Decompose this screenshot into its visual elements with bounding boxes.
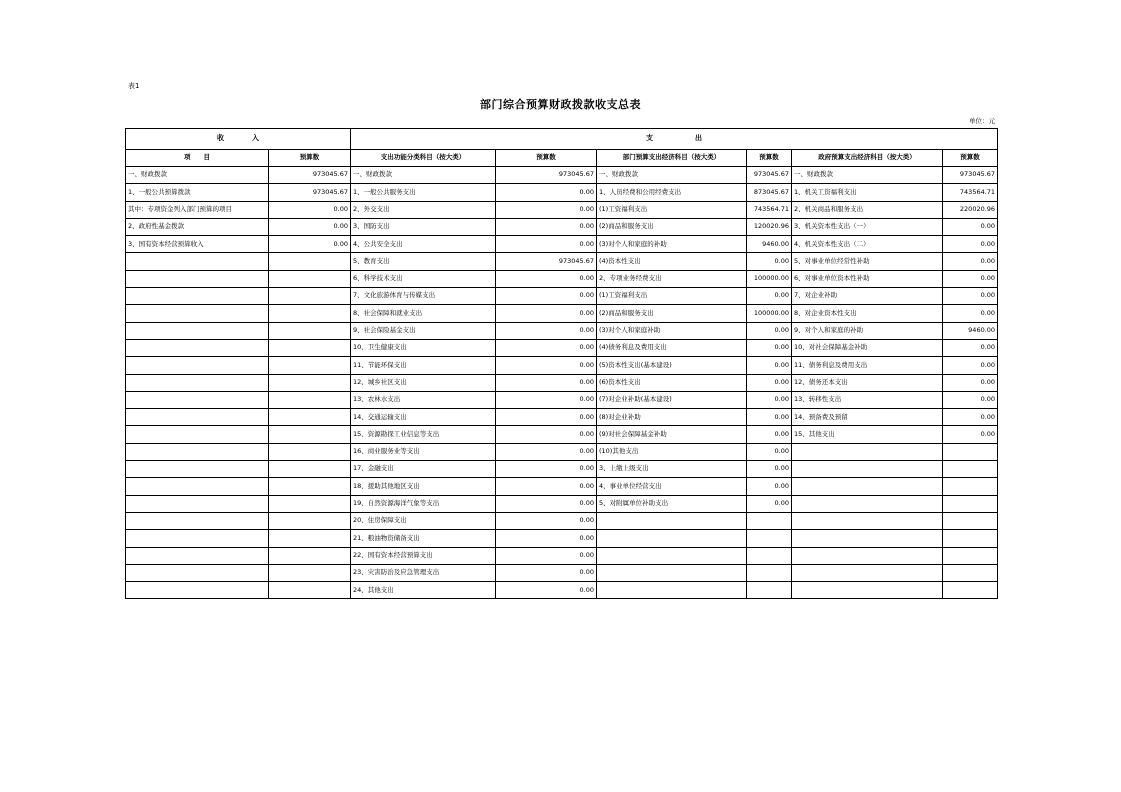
dept-econ-budget-cell: 743564.71 — [747, 201, 792, 218]
func-budget-cell: 0.00 — [496, 409, 597, 426]
income-budget-cell — [269, 270, 351, 287]
dept-econ-item-cell — [597, 564, 747, 581]
func-item-cell: 12、城乡社区支出 — [351, 374, 496, 391]
func-budget-cell: 0.00 — [496, 478, 597, 495]
func-budget-cell: 0.00 — [496, 426, 597, 443]
dept-econ-item-cell — [597, 582, 747, 599]
table-row — [126, 201, 998, 218]
table-row — [126, 582, 998, 599]
income-budget-cell — [269, 564, 351, 581]
gov-econ-budget-cell: 0.00 — [943, 288, 998, 305]
col-header-gov-econ: 政府预算支出经济科目（按大类） — [792, 150, 943, 167]
gov-econ-item-cell: 2、机关商品和服务支出 — [792, 201, 943, 218]
gov-econ-budget-cell: 0.00 — [943, 305, 998, 322]
gov-econ-item-cell: 10、对社会保障基金补助 — [792, 339, 943, 356]
func-item-cell: 22、国有资本经营预算支出 — [351, 547, 496, 564]
gov-econ-budget-cell — [943, 478, 998, 495]
gov-econ-item-cell — [792, 512, 943, 529]
gov-econ-budget-cell: 0.00 — [943, 253, 998, 270]
func-budget-cell: 973045.67 — [496, 253, 597, 270]
dept-econ-item-cell: (1)工资福利支出 — [597, 288, 747, 305]
table-row — [126, 288, 998, 305]
income-item-cell — [126, 443, 269, 460]
dept-econ-budget-cell: 0.00 — [747, 253, 792, 270]
gov-econ-budget-cell — [943, 564, 998, 581]
dept-econ-item-cell: 4、事业单位经营支出 — [597, 478, 747, 495]
func-budget-cell: 0.00 — [496, 391, 597, 408]
gov-econ-item-cell — [792, 564, 943, 581]
func-budget-cell: 0.00 — [496, 270, 597, 287]
gov-econ-budget-cell: 220020.96 — [943, 201, 998, 218]
gov-econ-item-cell: 11、债务利息及费用支出 — [792, 357, 943, 374]
dept-econ-item-cell — [597, 547, 747, 564]
income-budget-cell: 0.00 — [269, 218, 351, 235]
income-budget-cell — [269, 253, 351, 270]
income-item-cell: 1、一般公共预算拨款 — [126, 184, 269, 201]
header-row-group — [126, 129, 998, 150]
income-item-cell — [126, 391, 269, 408]
table-row — [126, 426, 998, 443]
table-row — [126, 167, 998, 184]
dept-econ-budget-cell — [747, 512, 792, 529]
func-item-cell: 10、卫生健康支出 — [351, 339, 496, 356]
func-budget-cell: 0.00 — [496, 339, 597, 356]
gov-econ-item-cell: 9、对个人和家庭的补助 — [792, 322, 943, 339]
income-item-cell — [126, 426, 269, 443]
func-budget-cell: 0.00 — [496, 512, 597, 529]
col-header-func: 支出功能分类科目（按大类） — [351, 150, 496, 167]
col-header-dept-econ: 部门预算支出经济科目（按大类） — [597, 150, 747, 167]
col-header-budget-2: 预算数 — [496, 150, 597, 167]
table-row — [126, 184, 998, 201]
func-budget-cell: 0.00 — [496, 305, 597, 322]
dept-econ-item-cell: 3、上缴上级支出 — [597, 461, 747, 478]
dept-econ-item-cell — [597, 530, 747, 547]
income-budget-cell — [269, 530, 351, 547]
func-item-cell: 7、文化旅游体育与传媒支出 — [351, 288, 496, 305]
gov-econ-item-cell: 13、转移性支出 — [792, 391, 943, 408]
dept-econ-item-cell: 一、财政拨款 — [597, 167, 747, 184]
dept-econ-budget-cell: 100000.00 — [747, 270, 792, 287]
gov-econ-item-cell — [792, 530, 943, 547]
gov-econ-budget-cell: 0.00 — [943, 218, 998, 235]
func-item-cell: 13、农林水支出 — [351, 391, 496, 408]
gov-econ-budget-cell — [943, 495, 998, 512]
income-budget-cell: 973045.67 — [269, 184, 351, 201]
gov-econ-item-cell — [792, 478, 943, 495]
income-budget-cell — [269, 409, 351, 426]
dept-econ-item-cell: (2)商品和服务支出 — [597, 305, 747, 322]
gov-econ-item-cell: 12、债务还本支出 — [792, 374, 943, 391]
income-budget-cell: 0.00 — [269, 201, 351, 218]
gov-econ-budget-cell: 0.00 — [943, 409, 998, 426]
func-budget-cell: 0.00 — [496, 547, 597, 564]
gov-econ-budget-cell — [943, 582, 998, 599]
income-item-cell — [126, 357, 269, 374]
income-item-cell — [126, 322, 269, 339]
func-budget-cell: 0.00 — [496, 374, 597, 391]
income-budget-cell — [269, 391, 351, 408]
expense-header: 支 出 — [351, 129, 998, 150]
income-item-cell: 其中：专项资金列入部门预算的项目 — [126, 201, 269, 218]
table-row — [126, 339, 998, 356]
income-budget-cell — [269, 512, 351, 529]
dept-econ-budget-cell — [747, 530, 792, 547]
gov-econ-item-cell: 14、预备费及预留 — [792, 409, 943, 426]
income-item-cell — [126, 270, 269, 287]
gov-econ-budget-cell — [943, 530, 998, 547]
gov-econ-item-cell: 8、对企业资本性支出 — [792, 305, 943, 322]
income-budget-cell — [269, 443, 351, 460]
dept-econ-budget-cell: 0.00 — [747, 409, 792, 426]
table-row — [126, 443, 998, 460]
func-item-cell: 4、公共安全支出 — [351, 236, 496, 253]
dept-econ-budget-cell: 0.00 — [747, 426, 792, 443]
gov-econ-item-cell — [792, 495, 943, 512]
dept-econ-budget-cell: 0.00 — [747, 461, 792, 478]
income-budget-cell — [269, 288, 351, 305]
gov-econ-item-cell: 5、对事业单位经常性补助 — [792, 253, 943, 270]
dept-econ-item-cell: 5、对附属单位补助支出 — [597, 495, 747, 512]
income-budget-cell — [269, 478, 351, 495]
income-budget-cell — [269, 461, 351, 478]
func-item-cell: 9、社会保险基金支出 — [351, 322, 496, 339]
col-header-item: 项 目 — [126, 150, 269, 167]
table-row — [126, 357, 998, 374]
func-item-cell: 6、科学技术支出 — [351, 270, 496, 287]
table-row — [126, 530, 998, 547]
unit-label: 单位：元 — [969, 117, 995, 125]
income-item-cell — [126, 374, 269, 391]
gov-econ-budget-cell — [943, 461, 998, 478]
gov-econ-budget-cell — [943, 443, 998, 460]
table-row — [126, 461, 998, 478]
header-row-columns — [126, 150, 998, 167]
table-row — [126, 547, 998, 564]
func-item-cell: 一、财政拨款 — [351, 167, 496, 184]
dept-econ-item-cell: (3)对个人和家庭补助 — [597, 322, 747, 339]
page-title: 部门综合预算财政拨款收支总表 — [480, 98, 641, 111]
gov-econ-budget-cell — [943, 512, 998, 529]
dept-econ-budget-cell — [747, 564, 792, 581]
func-item-cell: 21、粮油物资储备支出 — [351, 530, 496, 547]
table-row — [126, 512, 998, 529]
func-item-cell: 2、外交支出 — [351, 201, 496, 218]
dept-econ-item-cell: (7)对企业补助(基本建设) — [597, 391, 747, 408]
table-row — [126, 322, 998, 339]
dept-econ-item-cell: (8)对企业补助 — [597, 409, 747, 426]
income-item-cell — [126, 339, 269, 356]
income-item-cell — [126, 478, 269, 495]
func-budget-cell: 0.00 — [496, 564, 597, 581]
dept-econ-budget-cell: 100000.00 — [747, 305, 792, 322]
gov-econ-item-cell: 1、机关工资福利支出 — [792, 184, 943, 201]
gov-econ-budget-cell: 0.00 — [943, 270, 998, 287]
func-budget-cell: 973045.67 — [496, 167, 597, 184]
dept-econ-budget-cell — [747, 582, 792, 599]
gov-econ-budget-cell: 743564.71 — [943, 184, 998, 201]
table-row — [126, 478, 998, 495]
dept-econ-item-cell: (1)工资福利支出 — [597, 201, 747, 218]
dept-econ-budget-cell: 0.00 — [747, 322, 792, 339]
dept-econ-item-cell: (5)资本性支出(基本建设) — [597, 357, 747, 374]
dept-econ-item-cell: (10)其他支出 — [597, 443, 747, 460]
dept-econ-budget-cell: 0.00 — [747, 339, 792, 356]
budget-table — [125, 128, 998, 599]
income-budget-cell — [269, 582, 351, 599]
income-header: 收 入 — [126, 129, 351, 150]
func-item-cell: 17、金融支出 — [351, 461, 496, 478]
dept-econ-item-cell: 2、专项业务经费支出 — [597, 270, 747, 287]
dept-econ-item-cell: (3)对个人和家庭的补助 — [597, 236, 747, 253]
func-item-cell: 23、灾害防治及应急管理支出 — [351, 564, 496, 581]
gov-econ-budget-cell: 973045.67 — [943, 167, 998, 184]
income-item-cell — [126, 512, 269, 529]
gov-econ-budget-cell: 9460.00 — [943, 322, 998, 339]
gov-econ-budget-cell: 0.00 — [943, 426, 998, 443]
gov-econ-budget-cell: 0.00 — [943, 357, 998, 374]
dept-econ-budget-cell: 873045.67 — [747, 184, 792, 201]
gov-econ-item-cell: 4、机关资本性支出（二） — [792, 236, 943, 253]
income-budget-cell — [269, 357, 351, 374]
func-budget-cell: 0.00 — [496, 201, 597, 218]
func-budget-cell: 0.00 — [496, 357, 597, 374]
dept-econ-item-cell: (4)资本性支出 — [597, 253, 747, 270]
dept-econ-budget-cell — [747, 547, 792, 564]
income-budget-cell — [269, 305, 351, 322]
gov-econ-item-cell — [792, 547, 943, 564]
income-budget-cell — [269, 374, 351, 391]
table-row — [126, 270, 998, 287]
func-budget-cell: 0.00 — [496, 443, 597, 460]
table-row — [126, 218, 998, 235]
func-item-cell: 24、其他支出 — [351, 582, 496, 599]
func-item-cell: 15、资源勘探工业信息等支出 — [351, 426, 496, 443]
func-budget-cell: 0.00 — [496, 236, 597, 253]
func-item-cell: 3、国防支出 — [351, 218, 496, 235]
table-row — [126, 305, 998, 322]
func-budget-cell: 0.00 — [496, 495, 597, 512]
gov-econ-item-cell: 7、对企业补助 — [792, 288, 943, 305]
dept-econ-budget-cell: 0.00 — [747, 357, 792, 374]
gov-econ-item-cell — [792, 461, 943, 478]
gov-econ-item-cell: 15、其他支出 — [792, 426, 943, 443]
gov-econ-budget-cell: 0.00 — [943, 339, 998, 356]
table-row — [126, 253, 998, 270]
dept-econ-budget-cell: 0.00 — [747, 443, 792, 460]
dept-econ-item-cell — [597, 512, 747, 529]
func-budget-cell: 0.00 — [496, 184, 597, 201]
income-budget-cell — [269, 547, 351, 564]
dept-econ-budget-cell: 0.00 — [747, 288, 792, 305]
income-item-cell — [126, 530, 269, 547]
income-budget-cell: 0.00 — [269, 236, 351, 253]
income-budget-cell — [269, 339, 351, 356]
dept-econ-item-cell: (2)商品和服务支出 — [597, 218, 747, 235]
dept-econ-budget-cell: 0.00 — [747, 391, 792, 408]
document-label: 表1 — [128, 82, 140, 90]
func-budget-cell: 0.00 — [496, 530, 597, 547]
dept-econ-item-cell: (4)债务利息及费用支出 — [597, 339, 747, 356]
gov-econ-item-cell: 一、财政拨款 — [792, 167, 943, 184]
func-item-cell: 5、教育支出 — [351, 253, 496, 270]
income-item-cell — [126, 495, 269, 512]
func-item-cell: 1、一般公共服务支出 — [351, 184, 496, 201]
dept-econ-budget-cell: 0.00 — [747, 495, 792, 512]
table-row — [126, 409, 998, 426]
table-row — [126, 374, 998, 391]
income-item-cell — [126, 409, 269, 426]
income-budget-cell — [269, 322, 351, 339]
table-row — [126, 236, 998, 253]
func-budget-cell: 0.00 — [496, 582, 597, 599]
income-item-cell: 2、政府性基金拨款 — [126, 218, 269, 235]
func-item-cell: 20、住房保障支出 — [351, 512, 496, 529]
table-row — [126, 391, 998, 408]
dept-econ-budget-cell: 0.00 — [747, 478, 792, 495]
income-budget-cell: 973045.67 — [269, 167, 351, 184]
table-row — [126, 564, 998, 581]
dept-econ-budget-cell: 9460.00 — [747, 236, 792, 253]
income-budget-cell — [269, 426, 351, 443]
gov-econ-budget-cell: 0.00 — [943, 391, 998, 408]
dept-econ-budget-cell: 120020.96 — [747, 218, 792, 235]
income-item-cell: 一、财政拨款 — [126, 167, 269, 184]
gov-econ-item-cell: 3、机关资本性支出（一） — [792, 218, 943, 235]
gov-econ-budget-cell — [943, 547, 998, 564]
gov-econ-item-cell — [792, 443, 943, 460]
gov-econ-budget-cell: 0.00 — [943, 374, 998, 391]
dept-econ-budget-cell: 973045.67 — [747, 167, 792, 184]
func-budget-cell: 0.00 — [496, 288, 597, 305]
func-budget-cell: 0.00 — [496, 461, 597, 478]
func-item-cell: 16、商业服务业等支出 — [351, 443, 496, 460]
func-item-cell: 14、交通运输支出 — [351, 409, 496, 426]
col-header-budget-4: 预算数 — [943, 150, 998, 167]
dept-econ-item-cell: 1、人员经费和公用经费支出 — [597, 184, 747, 201]
gov-econ-item-cell — [792, 582, 943, 599]
income-item-cell — [126, 461, 269, 478]
dept-econ-item-cell: (9)对社会保障基金补助 — [597, 426, 747, 443]
func-budget-cell: 0.00 — [496, 322, 597, 339]
func-item-cell: 18、援助其他地区支出 — [351, 478, 496, 495]
income-item-cell — [126, 564, 269, 581]
gov-econ-budget-cell: 0.00 — [943, 236, 998, 253]
income-item-cell — [126, 547, 269, 564]
gov-econ-item-cell: 6、对事业单位资本性补助 — [792, 270, 943, 287]
func-item-cell: 19、自然资源海洋气象等支出 — [351, 495, 496, 512]
func-item-cell: 11、节能环保支出 — [351, 357, 496, 374]
table-row — [126, 495, 998, 512]
income-item-cell: 3、国有资本经营预算收入 — [126, 236, 269, 253]
col-header-budget-1: 预算数 — [269, 150, 351, 167]
dept-econ-item-cell: (6)资本性支出 — [597, 374, 747, 391]
col-header-budget-3: 预算数 — [747, 150, 792, 167]
income-item-cell — [126, 288, 269, 305]
income-budget-cell — [269, 495, 351, 512]
func-budget-cell: 0.00 — [496, 218, 597, 235]
func-item-cell: 8、社会保障和就业支出 — [351, 305, 496, 322]
income-item-cell — [126, 582, 269, 599]
dept-econ-budget-cell: 0.00 — [747, 374, 792, 391]
income-item-cell — [126, 305, 269, 322]
income-item-cell — [126, 253, 269, 270]
